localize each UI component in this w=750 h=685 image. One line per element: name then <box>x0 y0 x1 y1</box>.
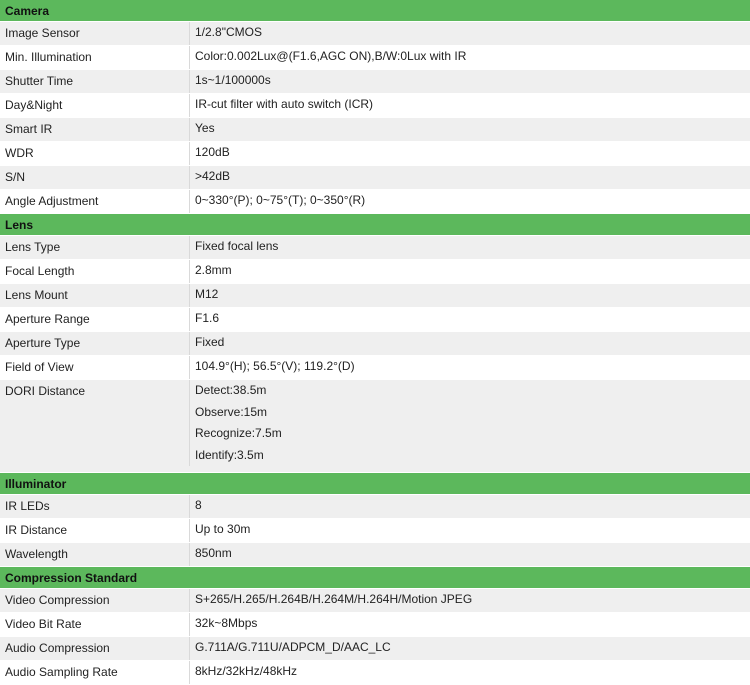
spec-value-line: 8 <box>195 498 202 512</box>
spec-value-line: Fixed <box>195 335 225 349</box>
section-header: Illuminator <box>0 473 750 495</box>
spec-value <box>190 661 750 684</box>
spec-value <box>190 284 750 307</box>
spec-value <box>190 46 750 69</box>
spec-row <box>0 236 750 260</box>
spec-value-line: 1s~1/100000s <box>195 73 271 87</box>
spec-value-line: Color:0.002Lux@(F1.6,AGC ON),B/W:0Lux with IR <box>195 49 467 63</box>
spec-value-line: IR-cut filter with auto switch (ICR) <box>195 97 374 111</box>
spec-row <box>0 22 750 46</box>
spec-label: Lens Mount <box>0 284 190 307</box>
spec-label: Aperture Range <box>0 308 190 331</box>
spec-value <box>190 70 750 93</box>
spec-label: Focal Length <box>0 260 190 283</box>
spec-value <box>190 142 750 165</box>
spec-value <box>190 356 750 379</box>
spec-value <box>190 308 750 331</box>
spec-value-line: 1/2.8"CMOS <box>195 25 262 39</box>
spec-row <box>0 70 750 94</box>
spec-label: IR Distance <box>0 519 190 542</box>
spec-label: Audio Sampling Rate <box>0 661 190 684</box>
spec-row <box>0 613 750 637</box>
spec-label: Field of View <box>0 356 190 379</box>
spec-row <box>0 260 750 284</box>
spec-row <box>0 118 750 142</box>
spec-value-line: 2.8mm <box>195 263 232 277</box>
spec-value <box>190 332 750 355</box>
spec-row <box>0 637 750 661</box>
spec-row <box>0 284 750 308</box>
section-header: Camera <box>0 0 750 22</box>
spec-value-line: S+265/H.265/H.264B/H.264M/H.264H/Motion JPEG <box>195 592 473 606</box>
spec-label: Shutter Time <box>0 70 190 93</box>
spec-label: Day&Night <box>0 94 190 117</box>
spec-value <box>190 236 750 259</box>
spec-row <box>0 332 750 356</box>
spec-row <box>0 589 750 613</box>
spec-row <box>0 661 750 685</box>
spec-row <box>0 46 750 70</box>
spec-label: Min. Illumination <box>0 46 190 69</box>
spec-row <box>0 308 750 332</box>
spec-row <box>0 356 750 380</box>
spec-value <box>190 190 750 213</box>
spec-label: S/N <box>0 166 190 189</box>
spec-label: Audio Compression <box>0 637 190 660</box>
spec-value <box>190 519 750 542</box>
spec-value-line: 32k~8Mbps <box>195 616 258 630</box>
spec-value-line: 104.9°(H); 56.5°(V); 119.2°(D) <box>195 359 355 373</box>
spec-value <box>190 589 750 612</box>
spec-label: Video Compression <box>0 589 190 612</box>
spec-row <box>0 190 750 214</box>
spec-value-line: Recognize:7.5m <box>195 426 282 440</box>
spec-value <box>190 118 750 141</box>
spec-value-line: 850nm <box>195 546 232 560</box>
spec-value <box>190 543 750 566</box>
spec-row <box>0 380 750 473</box>
spec-label: Wavelength <box>0 543 190 566</box>
spec-value <box>190 166 750 189</box>
spec-value <box>190 495 750 518</box>
spec-value <box>190 637 750 660</box>
spec-row <box>0 166 750 190</box>
spec-label: Aperture Type <box>0 332 190 355</box>
spec-label: DORI Distance <box>0 380 190 466</box>
spec-value-line: Identify:3.5m <box>195 447 264 462</box>
spec-row <box>0 543 750 567</box>
section-header: Lens <box>0 214 750 236</box>
spec-value <box>190 260 750 283</box>
spec-value <box>190 613 750 636</box>
spec-value <box>190 94 750 117</box>
spec-value-line: >42dB <box>195 169 231 183</box>
spec-label: WDR <box>0 142 190 165</box>
spec-label: IR LEDs <box>0 495 190 518</box>
spec-label: Video Bit Rate <box>0 613 190 636</box>
spec-value <box>190 22 750 45</box>
spec-value <box>190 380 750 466</box>
spec-value-line: Yes <box>195 121 215 135</box>
spec-value-line: Up to 30m <box>195 522 251 536</box>
spec-value-line: Detect:38.5m <box>195 383 267 397</box>
spec-row <box>0 519 750 543</box>
spec-value-line: M12 <box>195 287 219 301</box>
spec-value-line: 120dB <box>195 145 230 159</box>
section-header: Compression Standard <box>0 567 750 589</box>
spec-value-line: 0~330°(P); 0~75°(T); 0~350°(R) <box>195 193 366 207</box>
spec-label: Image Sensor <box>0 22 190 45</box>
spec-value-line: 8kHz/32kHz/48kHz <box>195 664 298 678</box>
spec-value-line: F1.6 <box>195 311 220 325</box>
spec-row <box>0 495 750 519</box>
spec-value-line: Fixed focal lens <box>195 239 279 253</box>
spec-label: Angle Adjustment <box>0 190 190 213</box>
spec-label: Lens Type <box>0 236 190 259</box>
spec-row <box>0 142 750 166</box>
spec-value-line: Observe:15m <box>195 404 268 419</box>
spec-row <box>0 94 750 118</box>
spec-value-line: G.711A/G.711U/ADPCM_D/AAC_LC <box>195 640 391 654</box>
spec-label: Smart IR <box>0 118 190 141</box>
